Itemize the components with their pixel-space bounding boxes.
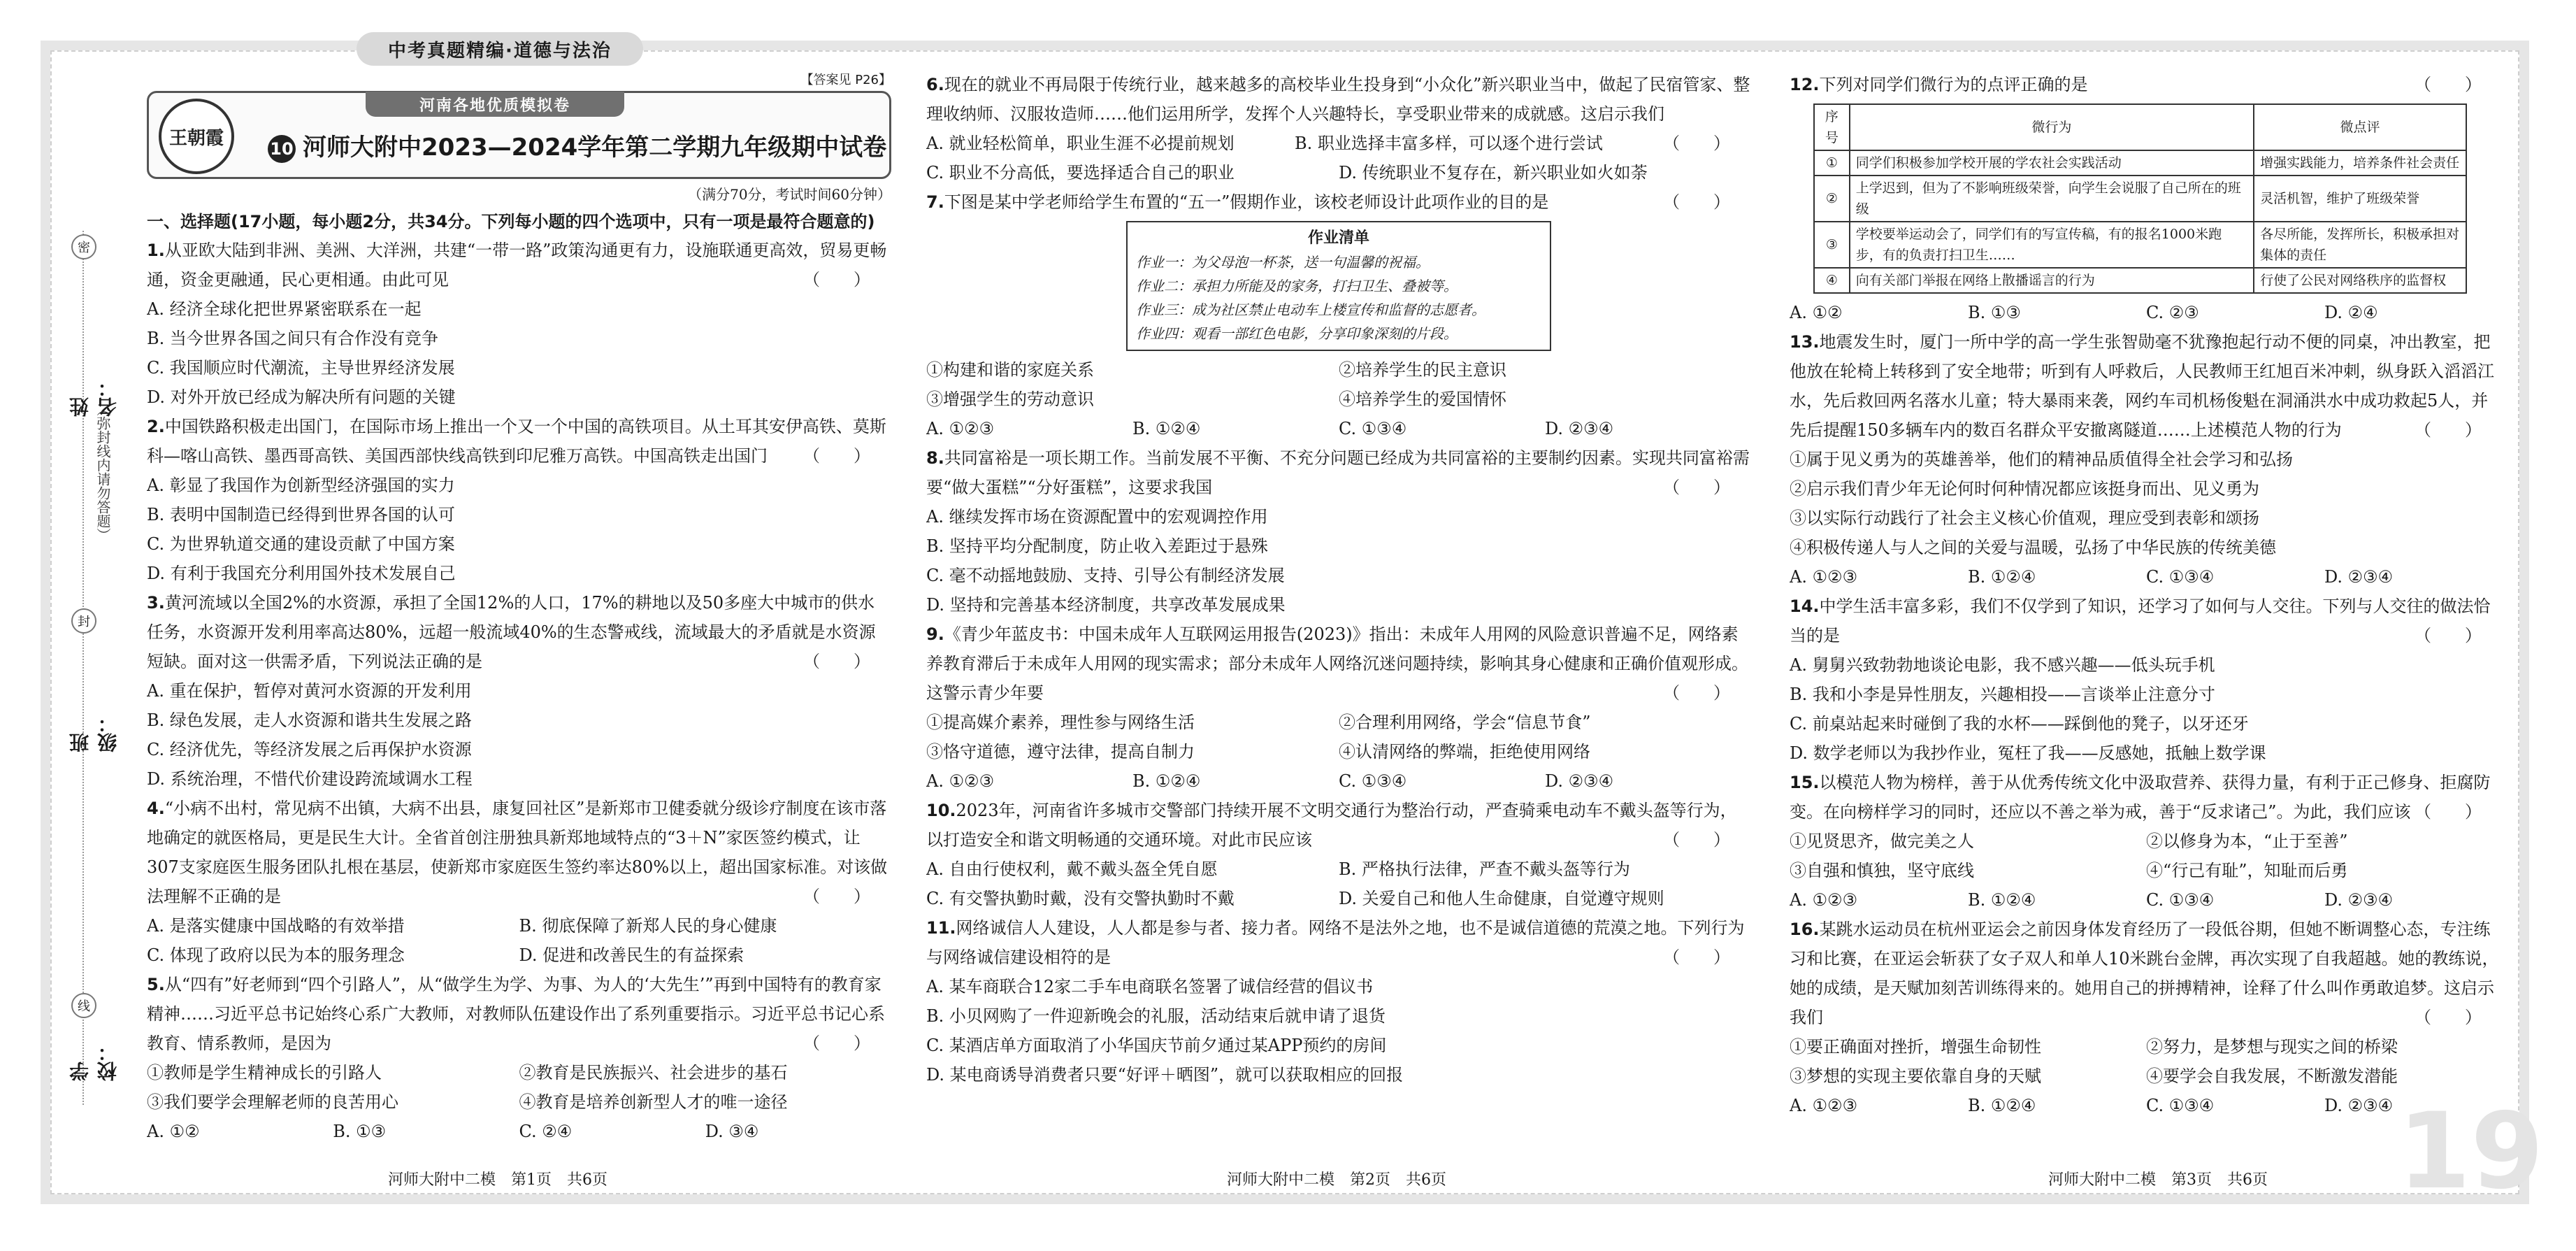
answer-bracket: （ ）: [803, 887, 870, 906]
question-stem: [1790, 70, 2503, 99]
question-number: 7.: [926, 192, 944, 212]
question-number: 15.: [1790, 773, 1820, 792]
option: ③自强和慎独，坚守底线: [1790, 861, 1974, 880]
choice: A. ①②: [147, 1122, 200, 1141]
choice: D. ②③④: [2324, 1096, 2394, 1115]
choice: A. ①②③: [1790, 890, 1858, 910]
question-number: 1.: [147, 241, 165, 260]
option: D. 数学老师以为我抄作业，冤枉了我——反感她，抵触上数学课: [1790, 743, 2266, 763]
question-text: 网络诚信人人建设，人人都是参与者、接力者。网络不是法外之地，也不是诚信道德的荒漠之地。下列行为与网络诚信建设相符的是: [926, 918, 1745, 967]
question-number: 5.: [147, 975, 165, 994]
choice-row: [1790, 562, 2503, 592]
question: [926, 70, 1751, 187]
seal-line: [82, 231, 85, 1105]
choice: A. ①②: [1790, 303, 1843, 322]
option: ①提高媒介素养，理性参与网络生活: [926, 713, 1195, 732]
choice-row: [147, 1117, 891, 1146]
table-row: [1814, 150, 2466, 176]
question: [147, 236, 891, 412]
question: [1790, 70, 2503, 327]
question-list-2: [926, 70, 1751, 1089]
option: A. 舅舅兴致勃勃地谈论电影，我不感兴趣——低头玩手机: [1790, 655, 2215, 675]
option: C. 我国顺应时代潮流，主导世界经济发展: [147, 358, 455, 378]
answer-bracket: （ ）: [1663, 134, 1730, 153]
table-cell: ③: [1814, 222, 1850, 268]
option: D. 传统职业不复存在，新兴职业如火如荼: [1339, 163, 1648, 183]
homework-list-title: 作业清单: [1307, 229, 1369, 247]
logo-text: 王朝霞: [168, 127, 224, 149]
answer-bracket: （ ）: [1663, 948, 1730, 967]
choice: D. ③④: [705, 1122, 759, 1141]
option-list: [147, 911, 891, 970]
question-text: 下图是某中学老师给学生布置的“五一”假期作业，该校老师设计此项作业的目的是: [944, 192, 1549, 212]
question-text: 下列对同学们微行为的点评正确的是: [1819, 75, 2088, 94]
question-number: 9.: [926, 624, 944, 644]
option-row: [926, 385, 1751, 414]
seal-mark-1: 密: [71, 234, 96, 259]
option-list: [1790, 1032, 2503, 1091]
option: D. 系统治理，不惜代价建设跨流域调水工程: [147, 769, 473, 789]
option: ②合理利用网络，学会“信息节食”: [1339, 713, 1591, 732]
choice-row: [926, 414, 1751, 443]
question-text: 从亚欧大陆到非洲、美洲、大洋洲，共建“一带一路”政策沟通更有力，设施联通更高效，贸易更畅通，资金更融通，民心更相通。由此可见: [147, 241, 887, 289]
option: D. 坚持和完善基本经济制度，共享改革发展成果: [926, 595, 1286, 615]
choice: C. ①③④: [2146, 567, 2215, 587]
question: [1790, 327, 2503, 592]
table-header-cell: 序号: [1814, 104, 1850, 150]
question: [1790, 592, 2503, 768]
option-list: [926, 855, 1751, 913]
option: B. 表明中国制造已经得到世界各国的认可: [147, 505, 455, 524]
question-text: 《青少年蓝皮书：中国未成年人互联网运用报告(2023)》指出：未成年人用网的风险意识普遍不足，网络素养教育滞后于未成年人用网的现实需求；部分未成年人网络沉迷问题持续，影响其身心健康和正确价值观形成。这警示青少年要: [926, 624, 1748, 703]
answer-bracket: （ ）: [803, 1034, 870, 1053]
question-text: 从“四有”好老师到“四个引路人”，从“做学生为学、为事、为人的‘大先生’”再到中国特有的教育家精神……习近平总书记始终心系广大教师，对教师队伍建设作出了系列重要指示。习近平总书记心系教育、情系教师，是因为: [147, 975, 885, 1053]
choice-row: [926, 766, 1751, 796]
table-cell: 上学迟到，但为了不影响班级荣誉，向学生会说服了自己所在的班级: [1850, 176, 2254, 222]
column-3: [1790, 70, 2503, 1161]
homework-item: 作业一：为父母泡一杯茶，送一句温馨的祝福。: [1136, 254, 1430, 271]
option: C. 经济优先，等经济发展之后再保护水资源: [147, 740, 472, 759]
question: [926, 913, 1751, 1089]
option: B. 坚持平均分配制度，防止收入差距过于悬殊: [926, 536, 1268, 556]
choice: D. ②③④: [1545, 771, 1614, 791]
table-cell: 学校要举运动会了，同学们有的写宣传稿，有的报名1000米跑步，有的负责打扫卫生……: [1850, 222, 2254, 268]
choice: D. ②④: [2324, 303, 2378, 322]
table-row: [1814, 176, 2466, 222]
option-row: [926, 884, 1751, 913]
option-row: [1790, 1061, 2503, 1091]
option: C. 某酒店单方面取消了小华国庆节前夕通过某APP预约的房间: [926, 1036, 1387, 1055]
score-note: （满分70分，考试时间60分钟）: [688, 186, 891, 203]
question: [147, 970, 891, 1146]
table-cell: 同学们积极参加学校开展的学农社会实践活动: [1850, 150, 2254, 176]
option: A. 某车商联合12家二手车电商联名签署了诚信经营的倡议书: [926, 977, 1374, 996]
option: ③恪守道德，遵守法律，提高自制力: [926, 742, 1195, 762]
option: D. 关爱自己和他人生命健康，自觉遵守规则: [1339, 889, 1664, 908]
option-row: [147, 941, 891, 970]
homework-item: 作业三：成为社区禁止电动车上楼宣传和监督的志愿者。: [1136, 301, 1485, 318]
choice: C. ①③④: [1339, 419, 1407, 438]
answer-bracket: （ ）: [2415, 1008, 2482, 1027]
option-list: [147, 471, 891, 588]
question: [147, 412, 891, 588]
option: ②启示我们青少年无论何时何种情况都应该挺身而出、见义勇为: [1790, 479, 2259, 499]
exam-title: [268, 128, 886, 163]
series-title: 中考真题精编·道德与法治: [357, 32, 643, 66]
option-row: [926, 158, 1751, 187]
option-list: [147, 294, 891, 412]
question-number: 8.: [926, 448, 944, 468]
choice: C. ①③④: [2146, 1096, 2215, 1115]
option: B. 小贝网购了一件迎新晚会的礼服，活动结束后就申请了退货: [926, 1006, 1386, 1026]
option: D. 对外开放已经成为解决所有问题的关键: [147, 387, 456, 407]
name-label: 姓名：: [69, 378, 120, 417]
banner-tag: 河南各地优质模拟卷: [366, 92, 624, 117]
option-list: [1790, 827, 2503, 885]
choice-row: [1790, 298, 2503, 327]
option-row: [1790, 827, 2503, 856]
option: D. 促进和改善民生的有益探索: [519, 945, 744, 965]
choice: B. ①③: [1968, 303, 2021, 322]
option: ④教育是培养创新型人才的唯一途径: [519, 1092, 788, 1112]
exam-number-badge: 10: [268, 135, 296, 163]
option-list: [926, 972, 1751, 1089]
question-number: 2.: [147, 417, 165, 436]
question-stem: [1790, 768, 2503, 827]
option-row: [147, 1058, 891, 1087]
choice: B. ①②④: [1132, 771, 1201, 791]
option: B. 当今世界各国之间只有合作没有竞争: [147, 329, 438, 348]
option: B. 绿色发展，走人水资源和谐共生发展之路: [147, 710, 472, 730]
question: [1790, 915, 2503, 1120]
option: ④认清网络的弊端，拒绝使用网络: [1339, 742, 1590, 762]
option: ③以实际行动践行了社会主义核心价值观，理应受到表彰和颂扬: [1790, 508, 2259, 528]
question-text: 某跳水运动员在杭州亚运会之前因身体发育经历了一段低谷期，但她不断调整心态，专注练习和比赛，在亚运会斩获了女子双人和单人10米跳台金牌，再次实现了自我超越。她的教练说，她的成绩，是天赋加刻苦训练得来的。她用自己的拼搏精神，诠释了什么叫作勇敢追梦。这启示我们: [1790, 920, 2499, 1027]
question-text: “小病不出村，常见病不出镇，大病不出县，康复回社区”是新郑市卫健委就分级诊疗制度在该市落地确定的就医格局，更是民生大计。全省首创注册独具新郑地域特点的“3＋N”家医签约模式，让307支家庭医生服务团队扎根在基层，使新郑市家庭医生签约率达80%以上，超出国家标准。对该做法理解不正确的是: [147, 799, 888, 906]
option: A. 自由行使权利，戴不戴头盔全凭自愿: [926, 859, 1218, 879]
table-header-cell: 微行为: [1850, 104, 2254, 150]
question-text: 黄河流域以全国2%的水资源，承担了全国12%的人口，17%的耕地以及50多座大中城市的供水任务，水资源开发利用率高达80%，远超一般流域40%的生态警戒线，流域最大的矛盾就是水资源短缺。面对这一供需矛盾，下列说法正确的是: [147, 593, 876, 671]
table-cell: 向有关部门举报在网络上散播谣言的行为: [1850, 268, 2254, 293]
option: C. 职业不分高低，要选择适合自己的职业: [926, 163, 1235, 183]
page-badge: 19: [2398, 1091, 2544, 1213]
question-number: 16.: [1790, 920, 1820, 939]
option-row: [926, 355, 1751, 385]
option: A. 是落实健康中国战略的有效举措: [147, 916, 405, 936]
choice: A. ①②③: [1790, 1096, 1858, 1115]
table-row: [1814, 268, 2466, 293]
option-row: [1790, 856, 2503, 885]
option: C. 有交警执勤时戴，没有交警执勤时不戴: [926, 889, 1235, 908]
question-number: 14.: [1790, 596, 1820, 616]
option: ②教育是民族振兴、社会进步的基石: [519, 1063, 788, 1082]
option: ④“行己有耻”，知耻而后勇: [2146, 861, 2348, 880]
question-text: 中学生活丰富多彩，我们不仅学到了知识，还学习了如何与人交往。下列与人交往的做法恰当的是: [1790, 596, 2491, 645]
question-stem: [926, 913, 1751, 972]
question-list-3: [1790, 70, 2503, 1120]
question: [926, 187, 1751, 443]
answer-bracket: （ ）: [1663, 830, 1730, 850]
table-cell: 增强实践能力，培养条件社会责任: [2254, 150, 2466, 176]
question: [926, 620, 1751, 796]
question-number: 4.: [147, 799, 165, 818]
option: ①教师是学生精神成长的引路人: [147, 1063, 382, 1082]
option: D. 某电商诱导消费者只要“好评＋晒图”，就可以获取相应的回报: [926, 1065, 1404, 1085]
homework-item: 作业四：观看一部红色电影，分享印象深刻的片段。: [1136, 325, 1458, 342]
option-list: [147, 1058, 891, 1117]
question-number: 13.: [1790, 332, 1820, 352]
choice-row: [1790, 1091, 2503, 1120]
answer-bracket: （ ）: [2415, 420, 2482, 440]
question: [926, 796, 1751, 913]
option: C. 体现了政府以民为本的服务理念: [147, 945, 405, 965]
option: D. 有利于我国充分利用国外技术发展自己: [147, 564, 456, 583]
choice: B. ①②④: [1132, 419, 1201, 438]
question-text: 以模范人物为榜样，善于从优秀传统文化中汲取营养、获得力量，有利于正己修身、拒腐防变。在向榜样学习的同时，还应以不善之举为戒，善于“反求诸己”。为此，我们应该: [1790, 773, 2491, 822]
column-1: [147, 70, 891, 1161]
school-label: 学校：: [69, 1042, 120, 1081]
option: ④积极传递人与人之间的关爱与温暖，弘扬了中华民族的传统美德: [1790, 538, 2276, 557]
question: [926, 443, 1751, 620]
choice-row: [1790, 885, 2503, 915]
option: B. 我和小李是异性朋友，兴趣相投——言谈举止注意分寸: [1790, 685, 2215, 704]
option-row: [926, 129, 1663, 158]
option: ③梦想的实现主要依靠自身的天赋: [1790, 1066, 2041, 1086]
question-text: 共同富裕是一项长期工作。当前发展不平衡、不充分问题已经成为共同富裕的主要制约因素。实现共同富裕需要“做大蛋糕”“分好蛋糕”，这要求我国: [926, 448, 1750, 497]
option: ①要正确面对挫折，增强生命韧性: [1790, 1037, 2041, 1057]
question-stem: [1790, 592, 2503, 650]
option-list: [147, 676, 891, 794]
table-cell: ④: [1814, 268, 1850, 293]
option-list: [926, 129, 1751, 187]
question-stem: [926, 620, 1751, 708]
option: A. 就业轻松简单，职业生涯不必提前规划: [926, 134, 1235, 153]
column-2: [926, 70, 1751, 1161]
seal-mark-3: 线: [71, 993, 96, 1018]
question-text: 2023年，河南省许多城市交警部门持续开展不文明交通行为整治行动，严查骑乘电动车不戴头盔等行为，以打造安全和谐文明畅通的交通环境。对此市民应该: [926, 801, 1737, 850]
option-row: [147, 911, 891, 941]
choice: D. ②③④: [1545, 419, 1614, 438]
question: [1790, 768, 2503, 915]
table-cell: 灵活机智，维护了班级荣誉: [2254, 176, 2466, 222]
choice: A. ①②③: [1790, 567, 1858, 587]
table-header-cell: 微点评: [2254, 104, 2466, 150]
table-cell: 各尽所能，发挥所长，积极承担对集体的责任: [2254, 222, 2466, 268]
option-row: [926, 737, 1751, 766]
option: C. 毫不动摇地鼓励、支持、引导公有制经济发展: [926, 566, 1285, 585]
seal-mark-2: 封: [71, 608, 96, 634]
option: C. 为世界轨道交通的建设贡献了中国方案: [147, 534, 455, 554]
class-label: 班级：: [69, 713, 120, 752]
question: [147, 588, 891, 794]
choice: C. ②③: [2146, 303, 2199, 322]
choice: B. ①③: [333, 1122, 387, 1141]
choice: A. ①②③: [926, 771, 995, 791]
question-text: 现在的就业不再局限于传统行业，越来越多的高校毕业生投身到“小众化”新兴职业当中，做起了民宿管家、整理收纳师、汉服妆造师……他们运用所学，发挥个人兴趣特长，享受职业带来的成就感。这启示我们: [926, 75, 1750, 124]
option: C. 前桌站起来时碰倒了我的水杯——踩倒他的凳子，以牙还牙: [1790, 714, 2249, 734]
choice: C. ②④: [519, 1122, 573, 1141]
question-stem: [147, 412, 891, 471]
question-number: 12.: [1790, 75, 1820, 94]
question-text: 中国铁路积极走出国门，在国际市场上推出一个又一个中国的高铁项目。从土耳其安伊高铁、莫斯科—喀山高铁、墨西哥高铁、美国西部快线高铁到印尼雅万高铁。中国高铁走出国门: [147, 417, 886, 466]
exam-banner: [147, 91, 891, 179]
question-stem: [926, 187, 1751, 217]
table-row: [1814, 222, 2466, 268]
option: ③增强学生的劳动意识: [926, 389, 1094, 409]
choice: C. ①③④: [1339, 771, 1407, 791]
question-number: 10.: [926, 801, 956, 820]
option: ④培养学生的爱国情怀: [1339, 389, 1506, 409]
table-cell: ②: [1814, 176, 1850, 222]
option: ①见贤思齐，做完美之人: [1790, 831, 1974, 851]
option: A. 重在保护，暂停对黄河水资源的开发利用: [147, 681, 472, 701]
question-stem: [926, 443, 1751, 502]
table-cell: ①: [1814, 150, 1850, 176]
option: ②培养学生的民主意识: [1339, 360, 1506, 380]
option-row: [926, 855, 1751, 884]
question-stem: [1790, 915, 2503, 1032]
homework-list-box: [1126, 221, 1551, 351]
footer-page-1: 河师大附中二模 第1页 共6页: [388, 1171, 607, 1189]
question-number: 6.: [926, 75, 944, 94]
choice: D. ②③④: [2324, 890, 2394, 910]
option: ④要学会自我发展，不断激发潜能: [2146, 1066, 2398, 1086]
question-stem: [147, 970, 891, 1058]
question: [147, 794, 891, 970]
choice: B. ①②④: [1968, 1096, 2036, 1115]
option-list: [1790, 445, 2503, 562]
option-row: [1790, 1032, 2503, 1061]
option: ①构建和谐的家庭关系: [926, 360, 1094, 380]
option: A. 继续发挥市场在资源配置中的宏观调控作用: [926, 507, 1268, 527]
option-list: [926, 355, 1751, 414]
question-stem: [147, 794, 891, 911]
exam-title-text: 河师大附中2023—2024学年第二学期九年级期中试卷: [303, 134, 887, 162]
answer-bracket: （ ）: [2415, 802, 2482, 822]
answer-bracket: （ ）: [803, 446, 870, 466]
choice: B. ①②④: [1968, 890, 2036, 910]
brand-logo: [159, 99, 234, 174]
table-cell: 行使了公民对网络秩序的监督权: [2254, 268, 2466, 293]
answer-bracket: （ ）: [2415, 626, 2482, 645]
footer-page-2: 河师大附中二模 第2页 共6页: [1227, 1171, 1446, 1189]
answer-bracket: （ ）: [2415, 75, 2482, 94]
answer-reference: 【答案见 P26】: [800, 73, 891, 87]
option: B. 严格执行法律，严查不戴头盔等行为: [1339, 859, 1630, 879]
question-stem: [1790, 327, 2503, 445]
option-row: [926, 708, 1751, 737]
question-stem: [147, 588, 891, 676]
option-row: [147, 1087, 891, 1117]
table-header-row: [1814, 104, 2466, 150]
option-list: [926, 708, 1751, 766]
option-list: [1790, 650, 2503, 768]
option-list: [926, 502, 1751, 620]
footer-page-3: 河师大附中二模 第3页 共6页: [2048, 1171, 2268, 1189]
answer-bracket: （ ）: [1663, 478, 1730, 497]
option: B. 彻底保障了新郑人民的身心健康: [519, 916, 777, 936]
answer-bracket: （ ）: [1663, 192, 1730, 212]
choice: B. ①②④: [1968, 567, 2036, 587]
answer-bracket: （ ）: [1663, 683, 1730, 703]
option: A. 彰显了我国作为创新型经济强国的实力: [147, 476, 455, 495]
question-text: 地震发生时，厦门一所中学的高一学生张智勋毫不犹豫抱起行动不便的同桌，冲出教室，把他放在轮椅上转移到了安全地带；听到有人呼救后，人民教师王红旭百米冲刺，纵身跃入滔滔江水，先后救回两名落水儿童；特大暴雨来袭，网约车司机杨俊魁在洞涌洪水中成功救起5人，并先后提醒150多辆车内的数百名群众平安撤离隧道……上述模范人物的行为: [1790, 332, 2494, 440]
question-list-1: [147, 236, 891, 1146]
option: ③我们要学会理解老师的良苦用心: [147, 1092, 398, 1112]
question-number: 3.: [147, 593, 165, 613]
choice: D. ②③④: [2324, 567, 2394, 587]
question-number: 11.: [926, 918, 956, 938]
choice: C. ①③④: [2146, 890, 2215, 910]
choice: A. ①②③: [926, 419, 995, 438]
section-heading: 一、选择题(17小题，每小题2分，共34分。下列每小题的四个选项中，只有一项是最符合题意的): [147, 212, 875, 231]
option: B. 职业选择丰富多样，可以逐个进行尝试: [1295, 134, 1603, 153]
option: ②努力，是梦想与现实之间的桥梁: [2146, 1037, 2398, 1057]
option: ②以修身为本，“止于至善”: [2146, 831, 2348, 851]
seal-note: （弥封线内请勿答题）: [94, 402, 111, 542]
option: ①属于见义勇为的英雄善举，他们的精神品质值得全社会学习和弘扬: [1790, 450, 2293, 469]
question-stem: [147, 236, 891, 294]
answer-bracket: （ ）: [803, 652, 870, 671]
option: A. 经济全球化把世界紧密联系在一起: [147, 299, 422, 319]
answer-bracket: （ ）: [803, 270, 870, 289]
homework-item: 作业二：承担力所能及的家务，打扫卫生、叠被等。: [1136, 278, 1458, 294]
question-stem: [926, 796, 1751, 855]
behavior-comment-table: [1813, 103, 2467, 294]
